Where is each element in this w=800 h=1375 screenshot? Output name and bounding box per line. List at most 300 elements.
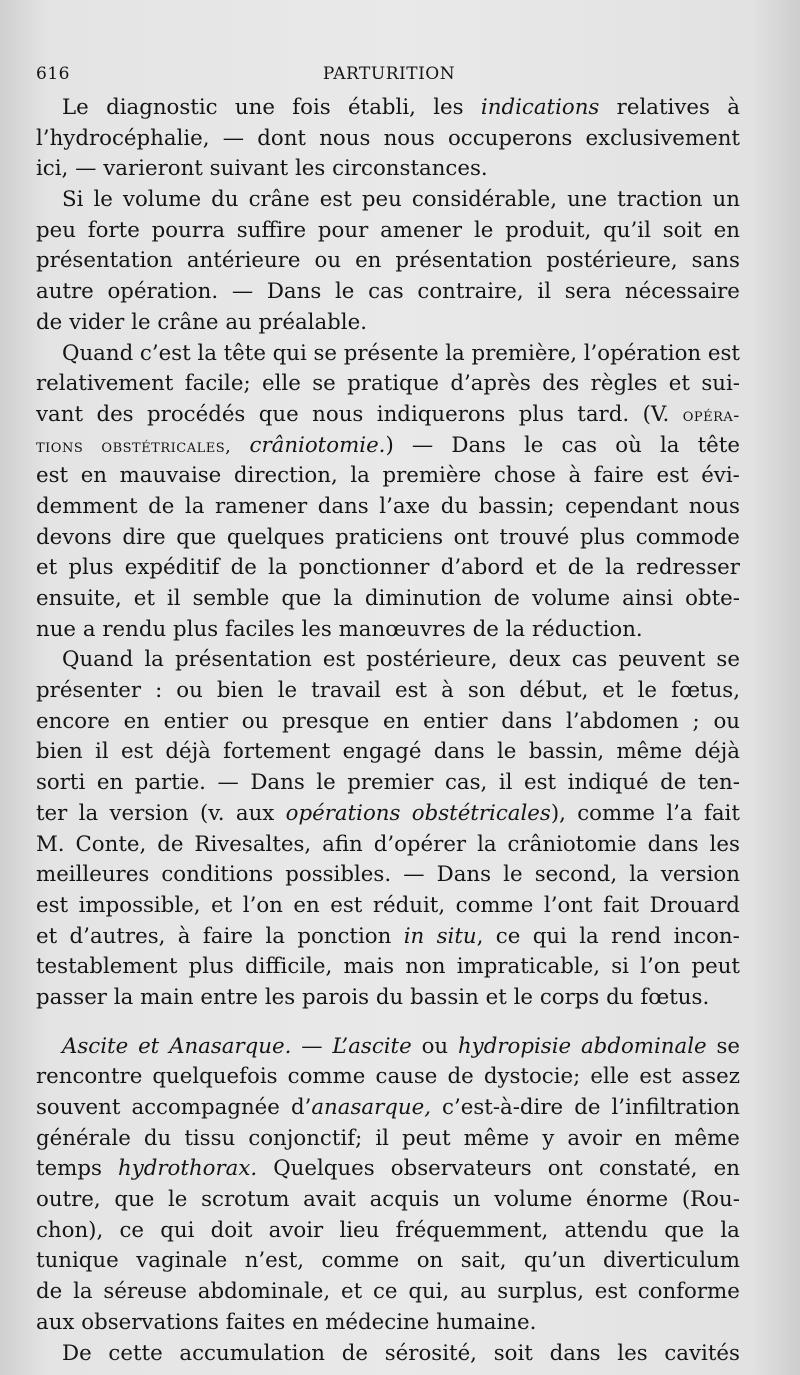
word: la	[659, 432, 680, 458]
running-head	[36, 64, 742, 88]
word: engagé	[342, 739, 422, 765]
word: et	[485, 984, 507, 1010]
word: indications	[480, 95, 600, 120]
word: —	[231, 279, 254, 305]
word: Rivesaltes,	[194, 831, 312, 857]
word: crâne	[157, 309, 219, 335]
word: réduit,	[372, 892, 446, 918]
word: ce	[372, 1279, 398, 1305]
word: bassin;	[478, 493, 555, 519]
word: de	[660, 770, 687, 796]
word: fœtus,	[671, 678, 740, 704]
word: conditions	[161, 862, 274, 888]
word: mais	[343, 954, 395, 980]
word: qui	[272, 340, 307, 366]
word: plus	[68, 555, 114, 581]
text-line	[36, 768, 740, 799]
text-line	[36, 1062, 740, 1093]
word: doit	[210, 1217, 253, 1243]
word: non	[405, 954, 446, 980]
word: produit,	[505, 217, 592, 243]
word: fait	[703, 800, 740, 826]
word: le	[513, 984, 534, 1010]
word: l’infiltration	[611, 1095, 740, 1120]
word: volume	[122, 187, 202, 213]
word: ensuite,	[36, 586, 122, 611]
text-line	[36, 1308, 740, 1339]
word: ramener	[214, 493, 308, 519]
word: constaté,	[598, 1156, 698, 1182]
word: avoir	[268, 1217, 324, 1243]
word: ;	[692, 708, 700, 734]
word: la	[113, 984, 134, 1010]
word: où	[615, 432, 642, 458]
word: tissu	[184, 1125, 236, 1151]
word: obstétricales,	[101, 435, 232, 457]
word: les	[433, 95, 464, 120]
word: qui,	[408, 1279, 450, 1305]
word: si	[611, 954, 629, 980]
word: sera	[564, 279, 612, 305]
word: en	[713, 217, 740, 243]
word: conjonctif;	[248, 1125, 363, 1151]
word: De	[62, 1340, 92, 1366]
word: comme	[287, 1064, 366, 1090]
word: à	[177, 923, 191, 949]
word: et	[535, 555, 557, 581]
word: lieu	[339, 1217, 380, 1243]
word: le	[93, 187, 113, 213]
word: humaine.	[436, 1309, 537, 1335]
text-line	[36, 922, 740, 953]
text-line	[36, 492, 740, 523]
word: faciles	[224, 616, 295, 642]
word: contraire,	[417, 279, 524, 305]
word: autre	[36, 279, 94, 305]
word: la	[505, 616, 526, 642]
word: partie.	[134, 770, 206, 796]
word: accumulation	[179, 1340, 326, 1366]
paragraph	[36, 339, 740, 646]
word: Conte,	[75, 831, 147, 857]
word: peuvent	[618, 647, 706, 673]
text-line	[36, 737, 740, 768]
word: est	[330, 892, 363, 918]
word: médecine	[325, 1309, 430, 1335]
word: et	[211, 892, 233, 918]
word: antérieure	[186, 248, 301, 274]
word: plus	[173, 616, 219, 642]
word: dans	[549, 1340, 601, 1366]
word: dystocie;	[483, 1064, 581, 1090]
word: aux	[235, 800, 275, 826]
word: n’est,	[244, 1248, 305, 1274]
word: possibles.	[285, 862, 392, 888]
word: (v.	[199, 800, 225, 826]
word: ce	[119, 1217, 145, 1243]
word: Dans	[436, 862, 492, 888]
word: dans	[317, 493, 369, 519]
word: chose	[493, 463, 556, 489]
word: expéditif	[124, 555, 220, 581]
word: se	[716, 647, 740, 673]
text-line	[36, 1185, 740, 1216]
word: comme	[455, 892, 534, 918]
word: passer	[36, 984, 107, 1010]
word: le	[334, 279, 355, 305]
text-line	[36, 983, 740, 1014]
word: à	[441, 678, 454, 704]
word: faire	[202, 923, 254, 949]
text-line	[36, 1277, 740, 1308]
word: assez	[681, 1064, 740, 1090]
word: l’on	[242, 892, 283, 918]
text-line	[36, 185, 740, 216]
word: d’après	[450, 371, 531, 397]
word: et	[36, 555, 58, 581]
word: meilleures	[36, 862, 150, 888]
text-line	[36, 645, 740, 676]
word: le	[497, 739, 517, 765]
word: il	[498, 770, 513, 796]
word: Quand	[62, 340, 134, 366]
text-line	[36, 799, 740, 830]
word: main	[140, 984, 194, 1010]
word: acquis	[369, 1187, 440, 1213]
word: bassin,	[528, 739, 605, 765]
word: que	[176, 524, 217, 550]
word: situ,	[436, 923, 484, 949]
word: vider	[69, 309, 125, 335]
word: diagnostic	[106, 95, 218, 120]
word: considérable,	[411, 187, 558, 213]
word: tête	[697, 432, 740, 458]
word: peut	[691, 954, 740, 980]
word: aux	[36, 1309, 75, 1335]
word: pour	[317, 217, 369, 243]
word: dans	[433, 739, 485, 765]
text-line	[36, 584, 740, 615]
word: présente	[343, 340, 439, 366]
paragraph	[36, 645, 740, 1013]
word: est	[656, 463, 689, 489]
word: d’anasarque,	[290, 1095, 431, 1120]
word: faites	[225, 1309, 286, 1335]
word: avoir	[567, 1125, 622, 1151]
word: conforme	[637, 1279, 740, 1305]
word: la	[720, 1217, 740, 1243]
word: opérations	[285, 800, 401, 826]
word: en	[383, 708, 410, 734]
word: Quelques	[273, 1156, 375, 1182]
word: est	[322, 647, 356, 673]
word: pratique	[347, 371, 439, 397]
word: on	[416, 1248, 444, 1274]
word: suivant	[209, 156, 289, 182]
word: préalable.	[258, 309, 367, 335]
word: début,	[519, 678, 589, 704]
word: entier	[423, 708, 488, 734]
word: volume	[494, 1187, 573, 1213]
word: la	[184, 493, 205, 519]
word: de	[472, 616, 499, 642]
word: les	[294, 156, 326, 182]
text-line	[36, 461, 740, 492]
word: surplus,	[497, 1279, 584, 1305]
text-line	[36, 830, 740, 861]
word: déjà	[165, 739, 211, 765]
word: il	[375, 1125, 389, 1151]
word: du	[440, 493, 469, 519]
word: version	[660, 862, 740, 888]
word: elle	[262, 371, 301, 397]
word: la	[333, 586, 353, 611]
word: qui	[532, 923, 567, 949]
text-line	[36, 553, 740, 584]
word: peu	[361, 187, 402, 213]
word: facile;	[184, 371, 251, 397]
word: l’axe	[379, 493, 431, 519]
word: temps	[36, 1156, 102, 1182]
word: évi-	[701, 463, 740, 489]
word: suffire	[236, 217, 307, 243]
word: les	[617, 1340, 648, 1366]
paragraph	[36, 185, 740, 338]
word: de	[230, 555, 257, 581]
word: établi,	[348, 95, 416, 120]
word: et	[36, 923, 58, 949]
word: qu’un	[523, 1248, 586, 1274]
word: même	[674, 1125, 740, 1151]
text-line	[36, 216, 740, 247]
word: du	[143, 1125, 172, 1151]
word: ainsi	[622, 586, 674, 611]
word: c’est	[139, 340, 191, 366]
word: cas	[571, 647, 608, 673]
word: du	[606, 984, 634, 1010]
word: ou	[713, 708, 740, 734]
text-line	[36, 615, 740, 646]
word: opéra-	[682, 404, 740, 426]
word: —	[75, 156, 97, 182]
word: tête	[223, 340, 266, 366]
word: cette	[108, 1340, 163, 1366]
text-line	[36, 676, 740, 707]
word: parois	[302, 984, 370, 1010]
word: fortement	[223, 739, 331, 765]
word: la	[350, 463, 370, 489]
word: plus	[518, 401, 564, 427]
text-line	[36, 1154, 740, 1185]
word: ce	[495, 923, 521, 949]
word: incon-	[673, 923, 740, 949]
word: sait,	[460, 1248, 507, 1274]
text-line	[36, 308, 740, 339]
word: de	[148, 493, 175, 519]
word: la	[144, 647, 164, 673]
word: est	[524, 770, 557, 796]
text-line	[36, 1093, 740, 1124]
word: —	[222, 125, 245, 151]
paragraph	[36, 1339, 740, 1370]
word: mauvaise	[119, 463, 222, 489]
word: ou	[241, 708, 269, 734]
word: procédés	[147, 401, 246, 427]
word: obstétricales),	[411, 800, 566, 826]
word: l’on	[640, 954, 681, 980]
word: ou	[176, 678, 203, 704]
word: praticiens	[335, 524, 444, 550]
word: un	[712, 187, 740, 213]
word: l’ont	[543, 892, 593, 918]
word: ter	[36, 800, 68, 826]
word: devons	[36, 524, 112, 550]
word: ten-	[697, 770, 740, 796]
word: diverticulum	[602, 1248, 740, 1274]
word: —	[301, 1033, 323, 1059]
word: c’est-à-dire	[442, 1095, 564, 1120]
text-line	[36, 339, 740, 370]
word: :	[155, 678, 163, 704]
word: de	[567, 555, 595, 581]
word: peut	[402, 1125, 451, 1151]
section-gap	[36, 1014, 740, 1032]
word: rencontre	[36, 1064, 143, 1090]
word: et	[602, 678, 624, 704]
word: les	[301, 616, 332, 642]
word: que	[281, 586, 322, 611]
word: présentation	[36, 248, 173, 274]
word: en	[293, 892, 320, 918]
text-line	[36, 707, 740, 738]
word: nous	[319, 125, 371, 151]
page-number: 616	[36, 64, 70, 84]
word: crâniotomie	[507, 831, 637, 857]
word: la	[265, 923, 285, 949]
word: soit	[493, 1340, 533, 1366]
word: volume	[531, 586, 611, 611]
word: rendu	[102, 616, 167, 642]
word: —	[403, 862, 425, 888]
word: au	[225, 309, 252, 335]
word: se	[313, 340, 338, 366]
text-line	[36, 124, 740, 155]
word: d’autres,	[69, 923, 166, 949]
word: Dans	[250, 770, 305, 796]
word: la	[268, 555, 288, 581]
word: bien	[216, 678, 264, 704]
word: de	[447, 1064, 474, 1090]
word: fait	[603, 892, 640, 918]
word: que	[114, 1187, 155, 1213]
word: Dans	[266, 279, 322, 305]
word: Si	[62, 187, 84, 213]
word: la	[605, 555, 625, 581]
word: réduction.	[531, 616, 643, 642]
word: dans	[501, 708, 553, 734]
word: le	[637, 678, 658, 704]
word: souvent	[36, 1095, 121, 1120]
word: cas	[368, 279, 404, 305]
word: la	[445, 340, 465, 366]
word: indiqué	[567, 770, 649, 796]
word: en	[634, 1125, 662, 1151]
word: le	[316, 770, 336, 796]
word: observateurs	[390, 1156, 532, 1182]
word: M.	[36, 831, 65, 857]
word: dont	[257, 125, 306, 151]
word: manœuvres	[338, 616, 466, 642]
word: entier	[163, 708, 229, 734]
text-line	[36, 277, 740, 308]
word: L’ascite	[332, 1033, 412, 1059]
word: premier	[347, 770, 434, 796]
word: y	[542, 1125, 555, 1151]
word: le	[503, 862, 523, 888]
word: il	[537, 279, 552, 305]
word: ponctionner	[298, 555, 430, 581]
word: quelques	[226, 524, 325, 550]
word: de	[36, 1279, 63, 1305]
word: in	[403, 923, 425, 949]
word: le	[473, 217, 494, 243]
word: exclusivement	[585, 125, 740, 151]
word: présentation	[395, 248, 533, 274]
word: postérieure,	[366, 647, 498, 673]
word: le	[131, 309, 151, 335]
word: impraticable,	[456, 954, 601, 980]
word: hydropisie	[457, 1033, 572, 1059]
word: corps	[539, 984, 600, 1010]
word: faire	[593, 463, 644, 489]
word: tions	[36, 435, 84, 457]
word: nous	[383, 125, 435, 151]
word: redresser	[636, 555, 740, 581]
word: a	[82, 616, 96, 642]
word: est	[36, 463, 69, 489]
text-line	[36, 93, 740, 124]
word: une	[234, 95, 275, 120]
word: son	[467, 678, 506, 704]
word: dans	[647, 831, 699, 857]
word: hydrothorax.	[118, 1156, 258, 1182]
word: le	[167, 1187, 188, 1213]
word: traction	[617, 187, 703, 213]
word: bien	[36, 739, 83, 765]
word: tunique	[36, 1248, 119, 1274]
word: crâne	[248, 187, 310, 213]
word: encore	[36, 708, 110, 734]
word: Dans	[451, 432, 506, 458]
text-line	[36, 523, 740, 554]
word: la	[78, 800, 99, 826]
text-line	[36, 1246, 740, 1277]
word: rend	[611, 923, 662, 949]
word: afin	[322, 831, 363, 857]
word: impossible,	[78, 892, 201, 918]
word: une	[567, 187, 608, 213]
word: avait	[303, 1187, 356, 1213]
word: des	[542, 371, 580, 397]
word: —	[217, 770, 239, 796]
word: en	[96, 770, 124, 796]
word: l’opération	[583, 340, 702, 366]
word: cause	[375, 1064, 438, 1090]
word: est	[36, 892, 69, 918]
word: que	[258, 401, 299, 427]
word: Ascite	[62, 1033, 129, 1059]
text-line	[36, 369, 740, 400]
